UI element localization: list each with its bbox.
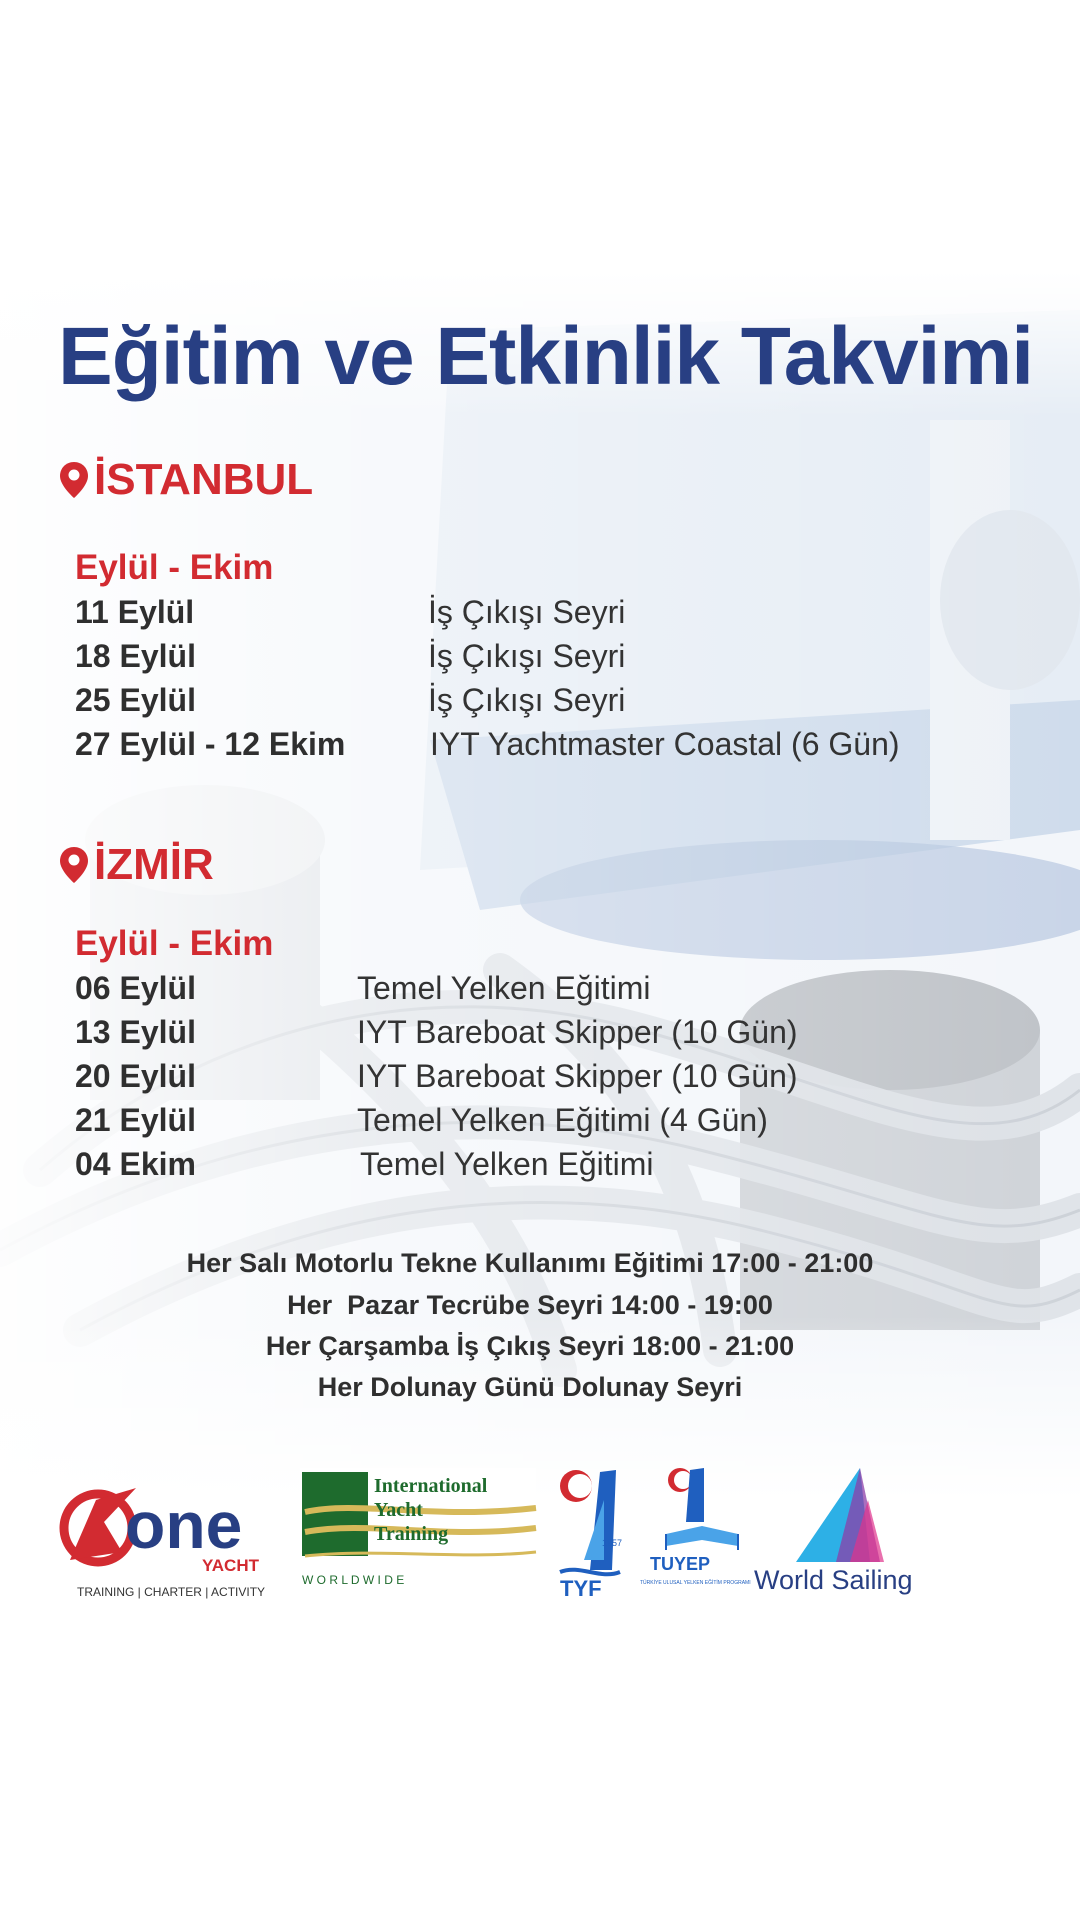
iyt-line2: Yacht — [374, 1499, 423, 1521]
event-date: 27 Eylül - 12 Ekim — [75, 726, 346, 762]
event-date: 25 Eylül — [75, 682, 196, 718]
tyf-year: 1957 — [602, 1538, 623, 1548]
recurring-event: Her Salı Motorlu Tekne Kullanımı Eğitimi 17:00 - 21:00 — [186, 1248, 874, 1278]
iyt-line3: Training — [374, 1523, 449, 1545]
list-item — [75, 970, 1035, 1012]
recurring-event: Her Dolunay Günü Dolunay Seyri — [317, 1372, 743, 1402]
world-sailing-name: World Sailing — [754, 1565, 913, 1595]
tuyep-logo — [640, 1468, 751, 1586]
one-yacht-name: one — [125, 1488, 243, 1562]
recurring-event: Her Pazar Tecrübe Seyri 14:00 - 19:00 — [287, 1290, 773, 1320]
event-name: Temel Yelken Eğitimi — [357, 970, 651, 1006]
event-date: 18 Eylül — [75, 638, 196, 674]
city-heading-izmir — [58, 840, 214, 890]
iyt-footer: W O R L D W I D E — [302, 1573, 405, 1587]
world-sailing-logo — [754, 1468, 913, 1595]
list-item — [75, 726, 1035, 768]
list-item — [75, 1014, 1035, 1056]
list-item — [75, 1058, 1035, 1100]
partner-logos — [0, 1460, 1080, 1620]
location-pin-icon — [58, 460, 90, 500]
one-yacht-tagline: TRAINING | CHARTER | ACTIVITY — [77, 1585, 266, 1599]
event-name: Temel Yelken Eğitimi (4 Gün) — [357, 1102, 768, 1138]
list-item — [75, 638, 1035, 680]
event-date: 04 Ekim — [75, 1146, 196, 1182]
event-name: IYT Yachtmaster Coastal (6 Gün) — [430, 726, 900, 762]
event-date: 21 Eylül — [75, 1102, 196, 1138]
iyt-line1: International — [374, 1475, 488, 1497]
city-name: İZMİR — [94, 840, 214, 889]
one-yacht-sub: YACHT — [202, 1556, 259, 1575]
event-date: 11 Eylül — [75, 594, 195, 630]
one-yacht-logo — [64, 1488, 265, 1599]
tuyep-name: TUYEP — [650, 1554, 711, 1574]
period-label: Eylül - Ekim — [75, 924, 274, 963]
city-name: İSTANBUL — [94, 455, 314, 504]
list-item — [75, 594, 1035, 636]
event-name: İş Çıkışı Seyri — [428, 638, 626, 674]
event-name: IYT Bareboat Skipper (10 Gün) — [357, 1058, 798, 1094]
city-heading-istanbul — [58, 455, 313, 505]
event-name: İş Çıkışı Seyri — [428, 682, 626, 718]
list-item — [75, 1102, 1035, 1144]
event-name: Temel Yelken Eğitimi — [360, 1146, 654, 1182]
event-name: İş Çıkışı Seyri — [428, 594, 626, 630]
event-name: IYT Bareboat Skipper (10 Gün) — [357, 1014, 798, 1050]
iyt-logo — [300, 1468, 536, 1587]
tuyep-sub: TÜRKİYE ULUSAL YELKEN EĞİTİM PROGRAMI — [640, 1580, 751, 1586]
event-date: 13 Eylül — [75, 1014, 196, 1050]
tyf-logo — [560, 1470, 622, 1601]
recurring-event: Her Çarşamba İş Çıkış Seyri 18:00 - 21:00 — [265, 1331, 795, 1361]
event-date: 06 Eylül — [75, 970, 196, 1006]
event-date: 20 Eylül — [75, 1058, 196, 1094]
list-item — [75, 1146, 1035, 1188]
period-label: Eylül - Ekim — [75, 548, 274, 587]
tyf-name: TYF — [560, 1576, 602, 1601]
page-title: Eğitim ve Etkinlik Takvimi — [58, 311, 1034, 402]
list-item — [75, 682, 1035, 724]
location-pin-icon — [58, 845, 90, 885]
